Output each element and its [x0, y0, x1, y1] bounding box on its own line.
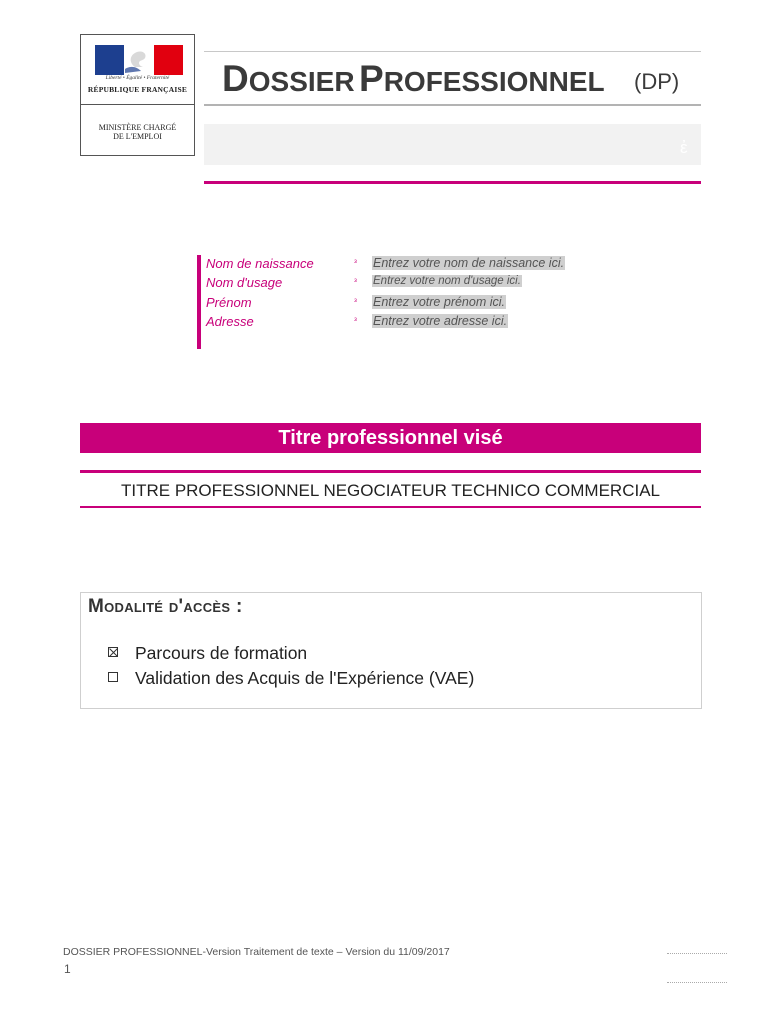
title-rule-bottom: [204, 104, 701, 106]
modalite-heading: Modalité d'accès :: [88, 596, 243, 617]
ministry-name: [81, 123, 194, 141]
address-label: Adresse: [206, 314, 254, 329]
checkbox-checked-icon[interactable]: [108, 647, 118, 657]
titre-heading: Titre professionnel visé: [80, 423, 701, 453]
document-title: [222, 58, 605, 100]
ministry-line-1: MINISTÈRE CHARGÉ: [98, 123, 177, 132]
option-label: Parcours de formation: [135, 643, 308, 663]
ministry-logo: [80, 34, 195, 156]
marianne-block: [81, 35, 194, 105]
usage-name-label: Nom d'usage: [206, 275, 283, 290]
identity-row-birth-name: [206, 256, 686, 275]
title-rule-top: [204, 51, 701, 52]
identity-row-usage-name: [206, 275, 686, 294]
first-name-field[interactable]: Entrez votre prénom ici.: [373, 295, 505, 309]
marianne-flag-icon: [95, 45, 183, 75]
option-label: Validation des Acquis de l'Expérience (VAE): [135, 668, 475, 688]
document-title-suffix: (DP): [634, 69, 680, 94]
header-grey-band: [204, 124, 701, 165]
field-marker-icon: ᵌ: [354, 257, 357, 267]
republic-name: RÉPUBLIQUE FRANÇAISE: [87, 85, 188, 94]
titre-rule-top: [80, 470, 701, 473]
field-marker-icon: ᵌ: [354, 296, 357, 306]
birth-name-label: Nom de naissance: [206, 256, 314, 271]
birth-name-field[interactable]: Entrez votre nom de naissance ici.: [373, 256, 565, 270]
page-number: 1: [64, 962, 71, 976]
field-marker-icon: ᵌ: [354, 315, 357, 325]
title-word-1: OSSIER: [248, 66, 355, 97]
first-name-label: Prénom: [206, 295, 252, 310]
titre-value: TITRE PROFESSIONNEL NEGOCIATEUR TECHNICO COMMERCIAL: [120, 481, 661, 500]
footer-text: DOSSIER PROFESSIONNEL-Version Traitement de texte – Version du 11/09/2017: [63, 946, 450, 958]
field-marker-icon: ᵌ: [354, 276, 357, 286]
address-field[interactable]: Entrez votre adresse ici.: [373, 314, 508, 328]
title-initial-d: D: [222, 58, 249, 99]
title-word-2: ROFESSIONNEL: [383, 66, 605, 97]
ministry-line-2: DE L'EMPLOI: [113, 132, 162, 141]
identity-accent-bar: [197, 255, 201, 349]
identity-row-address: [206, 314, 686, 333]
title-initial-p: P: [359, 58, 384, 99]
footer-frame: [667, 953, 727, 983]
titre-rule-bottom: [80, 506, 701, 508]
republic-motto: Liberté • Égalité • Fraternité: [105, 75, 170, 81]
usage-name-field[interactable]: Entrez votre nom d'usage ici.: [373, 275, 521, 287]
identity-row-first-name: [206, 295, 686, 314]
header-accent-rule: [204, 181, 701, 184]
header-band-glyph: ἐ: [680, 138, 688, 157]
checkbox-unchecked-icon[interactable]: [108, 672, 118, 682]
